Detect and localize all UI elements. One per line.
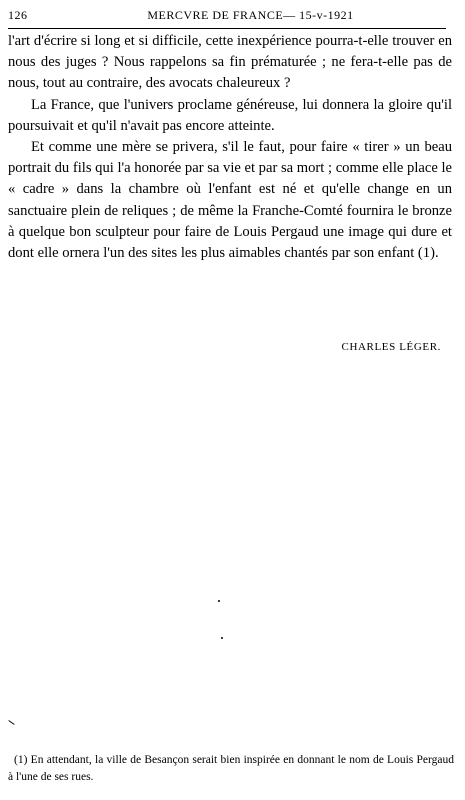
footnote	[8, 752, 454, 786]
author-signature: CHARLES LÉGER.	[341, 341, 441, 353]
paragraph-1: l'art d'écrire si long et si difficile, cette inexpérience pourra-t-elle trouver en nous des juges ? Nous rappelons sa fin prématurée ; ne fera-t-elle pas de nous, tout au contraire, des avocats chaleureux ?	[8, 33, 452, 92]
running-head	[8, 8, 453, 26]
body-text	[8, 31, 452, 264]
scan-speck	[221, 637, 223, 639]
page-number: 126	[8, 8, 28, 22]
running-title: MERCVRE DE FRANCE— 15-v-1921	[147, 8, 354, 22]
header-rule	[8, 28, 446, 29]
footnote-mark	[8, 720, 14, 725]
paragraph-2: La France, que l'univers proclame généreuse, lui donnera la gloire qu'il poursuivait et qu'il n'avait pas encore atteinte.	[8, 96, 452, 134]
paragraph-3: Et comme une mère se privera, s'il le faut, pour faire « tirer » un beau portrait du fils qui l'a honorée par sa vie et par sa mort ; comme elle place le « cadre » dans la chambre où l'enfant est né et qu'elle change en un sanctuaire plein de reliques ; de même la Franche-Comté fournira le bronze à quelque bon sculpteur pour faire de Louis Pergaud une image qui dure et dont elle ornera l'un des sites les plus aimables chantés par son enfant (1).	[8, 139, 452, 262]
scan-speck	[218, 600, 220, 602]
footnote-text: (1) En attendant, la ville de Besançon serait bien inspirée en donnant le nom de Louis Pergaud à l'une de ses rues.	[8, 754, 454, 783]
